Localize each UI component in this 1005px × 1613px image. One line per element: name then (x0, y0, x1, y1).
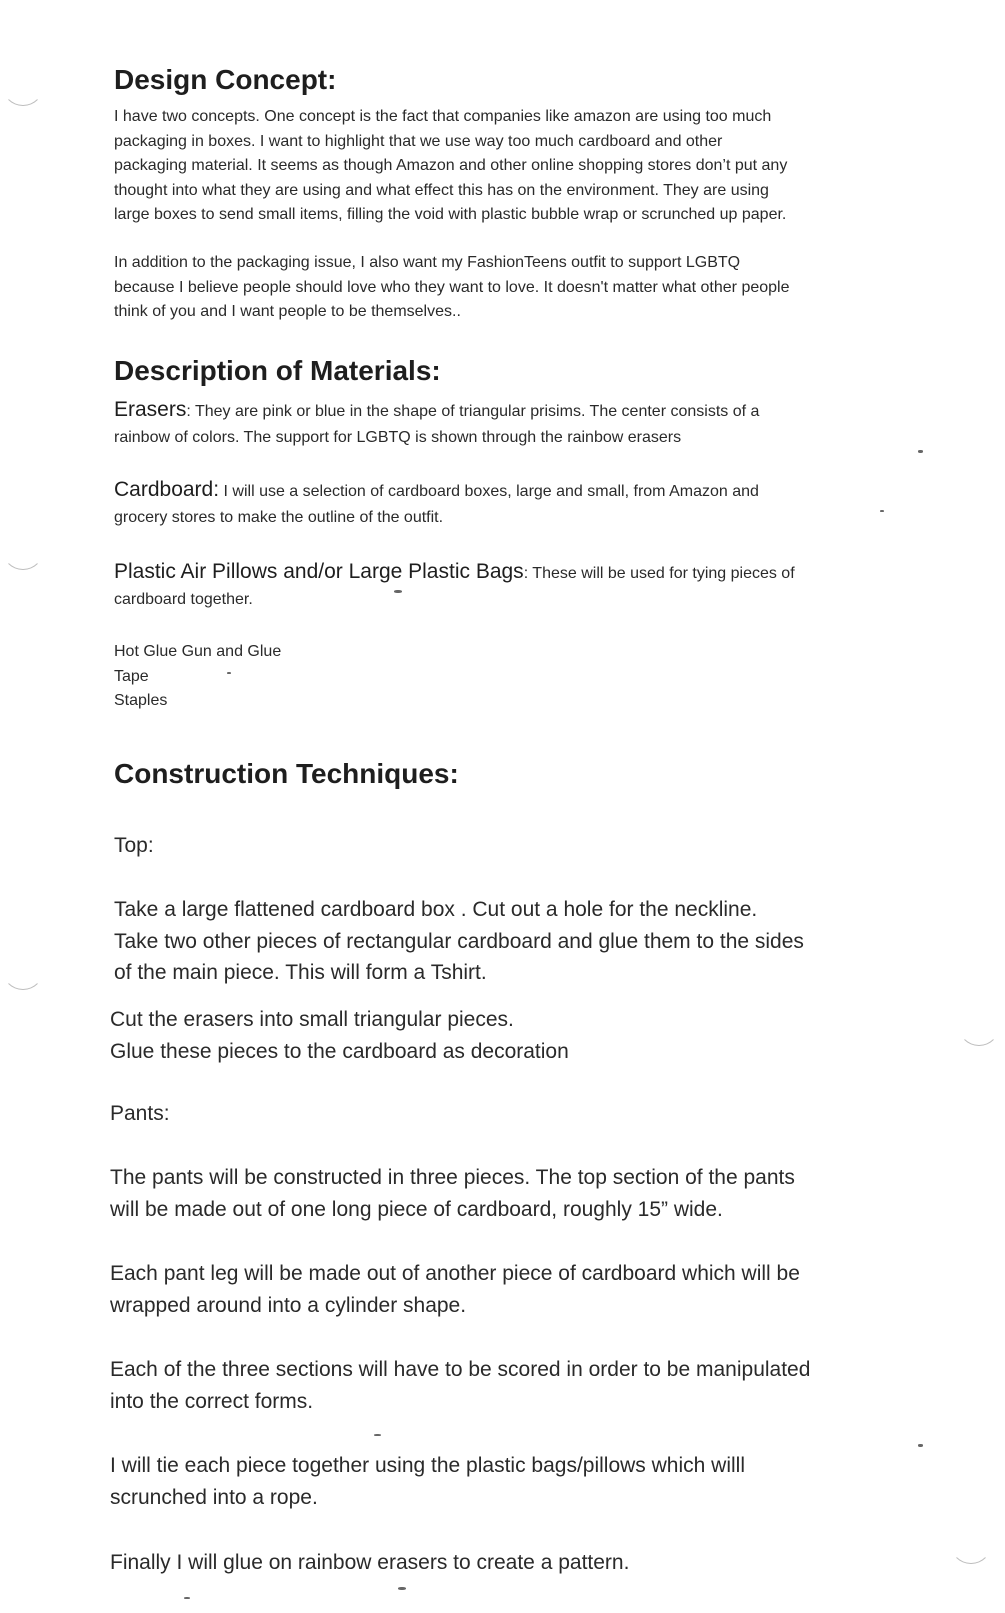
material-name: Plastic Air Pillows and/or Large Plastic Bags (114, 560, 524, 583)
text-line: In addition to the packaging issue, I also want my FashionTeens outfit to support LGBTQ (114, 254, 741, 271)
list-item: Staples (114, 692, 168, 709)
material-erasers (114, 396, 759, 450)
text-line: I have two concepts. One concept is the fact that companies like amazon are using too much (114, 108, 772, 125)
text-line: think of you and I want people to be themselves.. (114, 303, 461, 320)
scan-speck (880, 510, 884, 512)
punch-hole-mark (2, 528, 44, 570)
material-description: I will use a selection of cardboard boxes, large and small, from Amazon and (219, 483, 759, 500)
materials-heading: Description of Materials: (114, 355, 441, 386)
scan-speck (184, 1597, 190, 1599)
scan-speck (918, 1444, 923, 1447)
pants-paragraph (110, 1258, 800, 1321)
design-concept-paragraph-2 (114, 251, 789, 325)
text-line: scrunched into a rope. (110, 1485, 318, 1509)
punch-hole-mark (950, 1522, 992, 1564)
material-description: rainbow of colors. The support for LGBTQ is shown through the rainbow erasers (114, 429, 682, 446)
punch-hole-mark (958, 1004, 1000, 1046)
text-line: Finally I will glue on rainbow erasers to create a pattern. (110, 1551, 630, 1574)
pants-paragraph (110, 1162, 795, 1225)
text-line: will be made out of one long piece of cardboard, roughly 15” wide. (110, 1197, 723, 1221)
scan-speck (374, 1434, 381, 1436)
material-description: : They are pink or blue in the shape of triangular prisims. The center consists of a (186, 403, 760, 420)
top-paragraph-1 (114, 894, 804, 989)
list-item: Tape (114, 667, 149, 685)
list-item: Hot Glue Gun and Glue (114, 643, 282, 660)
text-line: packaging in boxes. I want to highlight that we use way too much cardboard and other (114, 132, 723, 150)
material-description: : These will be used for tying pieces of (523, 565, 795, 582)
material-name: Erasers (114, 398, 187, 421)
material-name: Cardboard: (114, 478, 220, 501)
pants-label: Pants: (110, 1102, 170, 1125)
other-materials-list (114, 640, 281, 714)
material-description: grocery stores to make the outline of the outfit. (114, 509, 444, 526)
text-line: of the main piece. This will form a Tshirt. (114, 961, 487, 984)
text-line: into the correct forms. (110, 1389, 314, 1413)
text-line: Take a large flattened cardboard box . Cut out a hole for the neckline. (114, 898, 758, 921)
pants-paragraph (110, 1354, 810, 1417)
text-line: I will tie each piece together using the plastic bags/pillows which willl (110, 1454, 745, 1477)
text-line: Cut the erasers into small triangular pieces. (110, 1008, 514, 1031)
scan-speck (394, 590, 402, 593)
material-plastic (114, 558, 795, 612)
pants-paragraph (110, 1450, 745, 1513)
material-cardboard (114, 476, 759, 530)
design-concept-paragraph-1 (114, 105, 787, 228)
scan-speck (398, 1587, 406, 1590)
text-line: wrapped around into a cylinder shape. (110, 1293, 467, 1317)
text-line: because I believe people should love who they want to love. It doesn't matter what other people (114, 278, 790, 296)
scan-speck (227, 672, 231, 674)
scan-speck (918, 450, 923, 453)
text-line: thought into what they are using and what effect this has on the environment. They are using (114, 181, 769, 199)
text-line: The pants will be constructed in three pieces. The top section of the pants (110, 1166, 795, 1189)
text-line: Each pant leg will be made out of another piece of cardboard which will be (110, 1262, 800, 1285)
construction-heading: Construction Techniques: (114, 758, 459, 789)
text-line: Take two other pieces of rectangular cardboard and glue them to the sides (114, 929, 804, 953)
material-description: cardboard together. (114, 591, 253, 608)
punch-hole-mark (2, 948, 44, 990)
design-concept-heading: Design Concept: (114, 64, 337, 95)
text-line: Each of the three sections will have to be scored in order to be manipulated (110, 1358, 811, 1381)
punch-hole-mark (2, 64, 44, 106)
pants-paragraph (110, 1547, 629, 1579)
text-line: Glue these pieces to the cardboard as decoration (110, 1039, 569, 1063)
text-line: large boxes to send small items, filling the void with plastic bubble wrap or scrunched up paper. (114, 206, 787, 223)
top-label: Top: (114, 834, 154, 857)
text-line: packaging material. It seems as though Amazon and other online shopping stores don’t put any (114, 157, 788, 174)
top-paragraph-2 (110, 1004, 569, 1067)
